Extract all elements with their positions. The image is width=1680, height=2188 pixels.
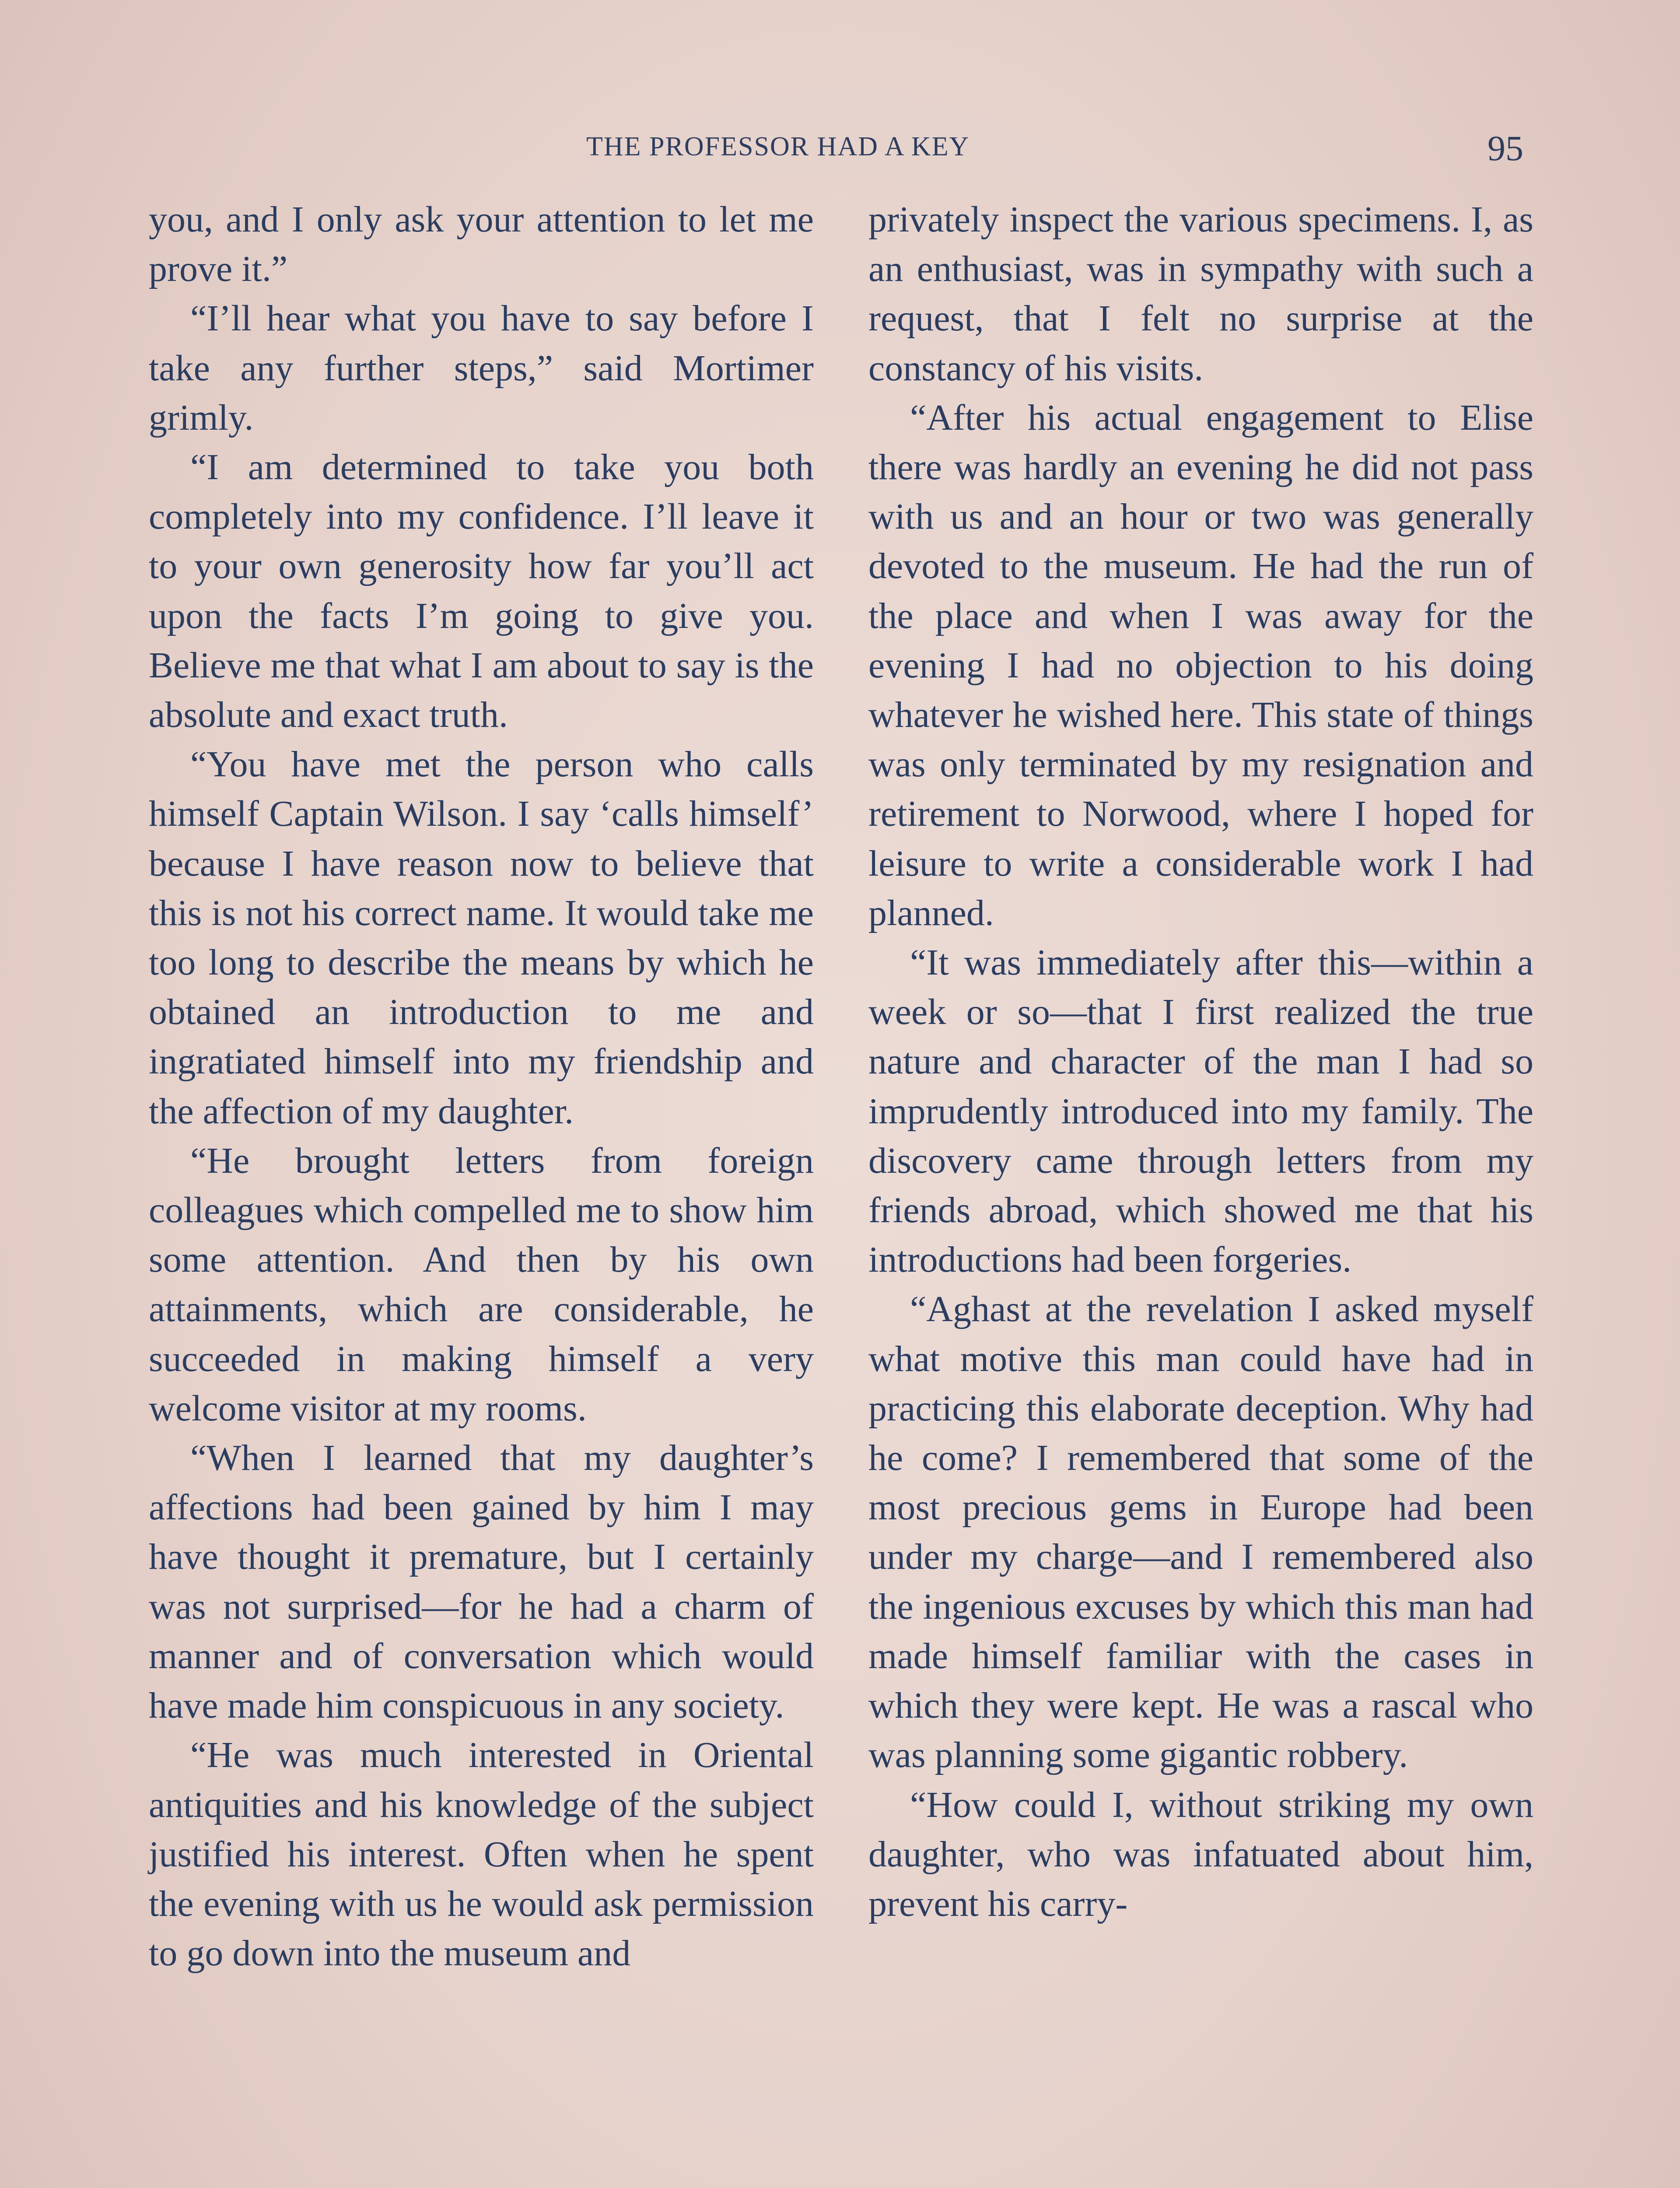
paragraph: “Aghast at the revelation I asked myself what motive this man could have had in practicing this elaborate deception. Why had he come? I remembered that some of the most precious gems in Europe had been under my charge—and I remembered also the ingenious excuses by which this man had made himself familiar with the cases in which they were kept. He was a rascal who was planning some gigantic robbery. bbox=[868, 1289, 1533, 1776]
running-head bbox=[0, 128, 1680, 175]
paragraph: “He brought letters from foreign colleagues which compelled me to show him some attention. And then by his own attainments, which are considerable, he succeeded in making himself a very welcome visitor at my rooms. bbox=[149, 1140, 814, 1429]
right-column bbox=[868, 195, 1533, 1929]
paragraph: “You have met the person who calls himself Captain Wilson. I say ‘calls himself’ because I have reason now to believe that this is not his correct name. It would take me too long to describe the means by which he obtained an introduction to me and ingratiated himself into my friendship and the affection of my daughter. bbox=[149, 744, 814, 1132]
page-number: 95 bbox=[1488, 128, 1523, 168]
paragraph: “How could I, without striking my own daughter, who was infatuated about him, prevent his carry- bbox=[868, 1784, 1533, 1924]
paragraph: “When I learned that my daughter’s affections had been gained by him I may have thought it premature, but I certainly was not surprised—for he had a charm of manner and of conversation which would have made him conspicuous in any society. bbox=[149, 1438, 814, 1726]
paragraph: “I’ll hear what you have to say before I take any further steps,” said Mortimer grimly. bbox=[149, 298, 814, 438]
paragraph: “I am determined to take you both completely into my confidence. I’ll leave it to your own generosity how far you’ll act upon the facts I’m going to give you. Believe me that what I am about to say is the absolute and exact truth. bbox=[149, 447, 814, 736]
paragraph: privately inspect the various specimens. I, as an enthusiast, was in sympathy with such a request, that I felt no surprise at the constancy of his visits. bbox=[868, 199, 1533, 389]
paragraph: “He was much interested in Oriental antiquities and his knowledge of the subject justified his interest. Often when he spent the evening with us he would ask permission to go down into the museum and bbox=[149, 1735, 814, 1974]
paragraph: “After his actual engagement to Elise there was hardly an evening he did not pass with us and an hour or two was generally devoted to the museum. He had the run of the place and when I was away for the evening I had no objection to his doing whatever he wished here. This state of things was only terminated by my resignation and retirement to Norwood, where I hoped for leisure to write a considerable work I had planned. bbox=[868, 397, 1533, 933]
left-column bbox=[149, 195, 814, 1978]
paragraph: “It was immediately after this—within a week or so—that I first realized the true nature and character of the man I had so imprudently introduced into my family. The discovery came through letters from my friends abroad, which showed me that his introductions had been forgeries. bbox=[868, 942, 1533, 1280]
paragraph: you, and I only ask your attention to let me prove it.” bbox=[149, 199, 814, 290]
running-title: THE PROFESSOR HAD A KEY bbox=[586, 132, 970, 161]
